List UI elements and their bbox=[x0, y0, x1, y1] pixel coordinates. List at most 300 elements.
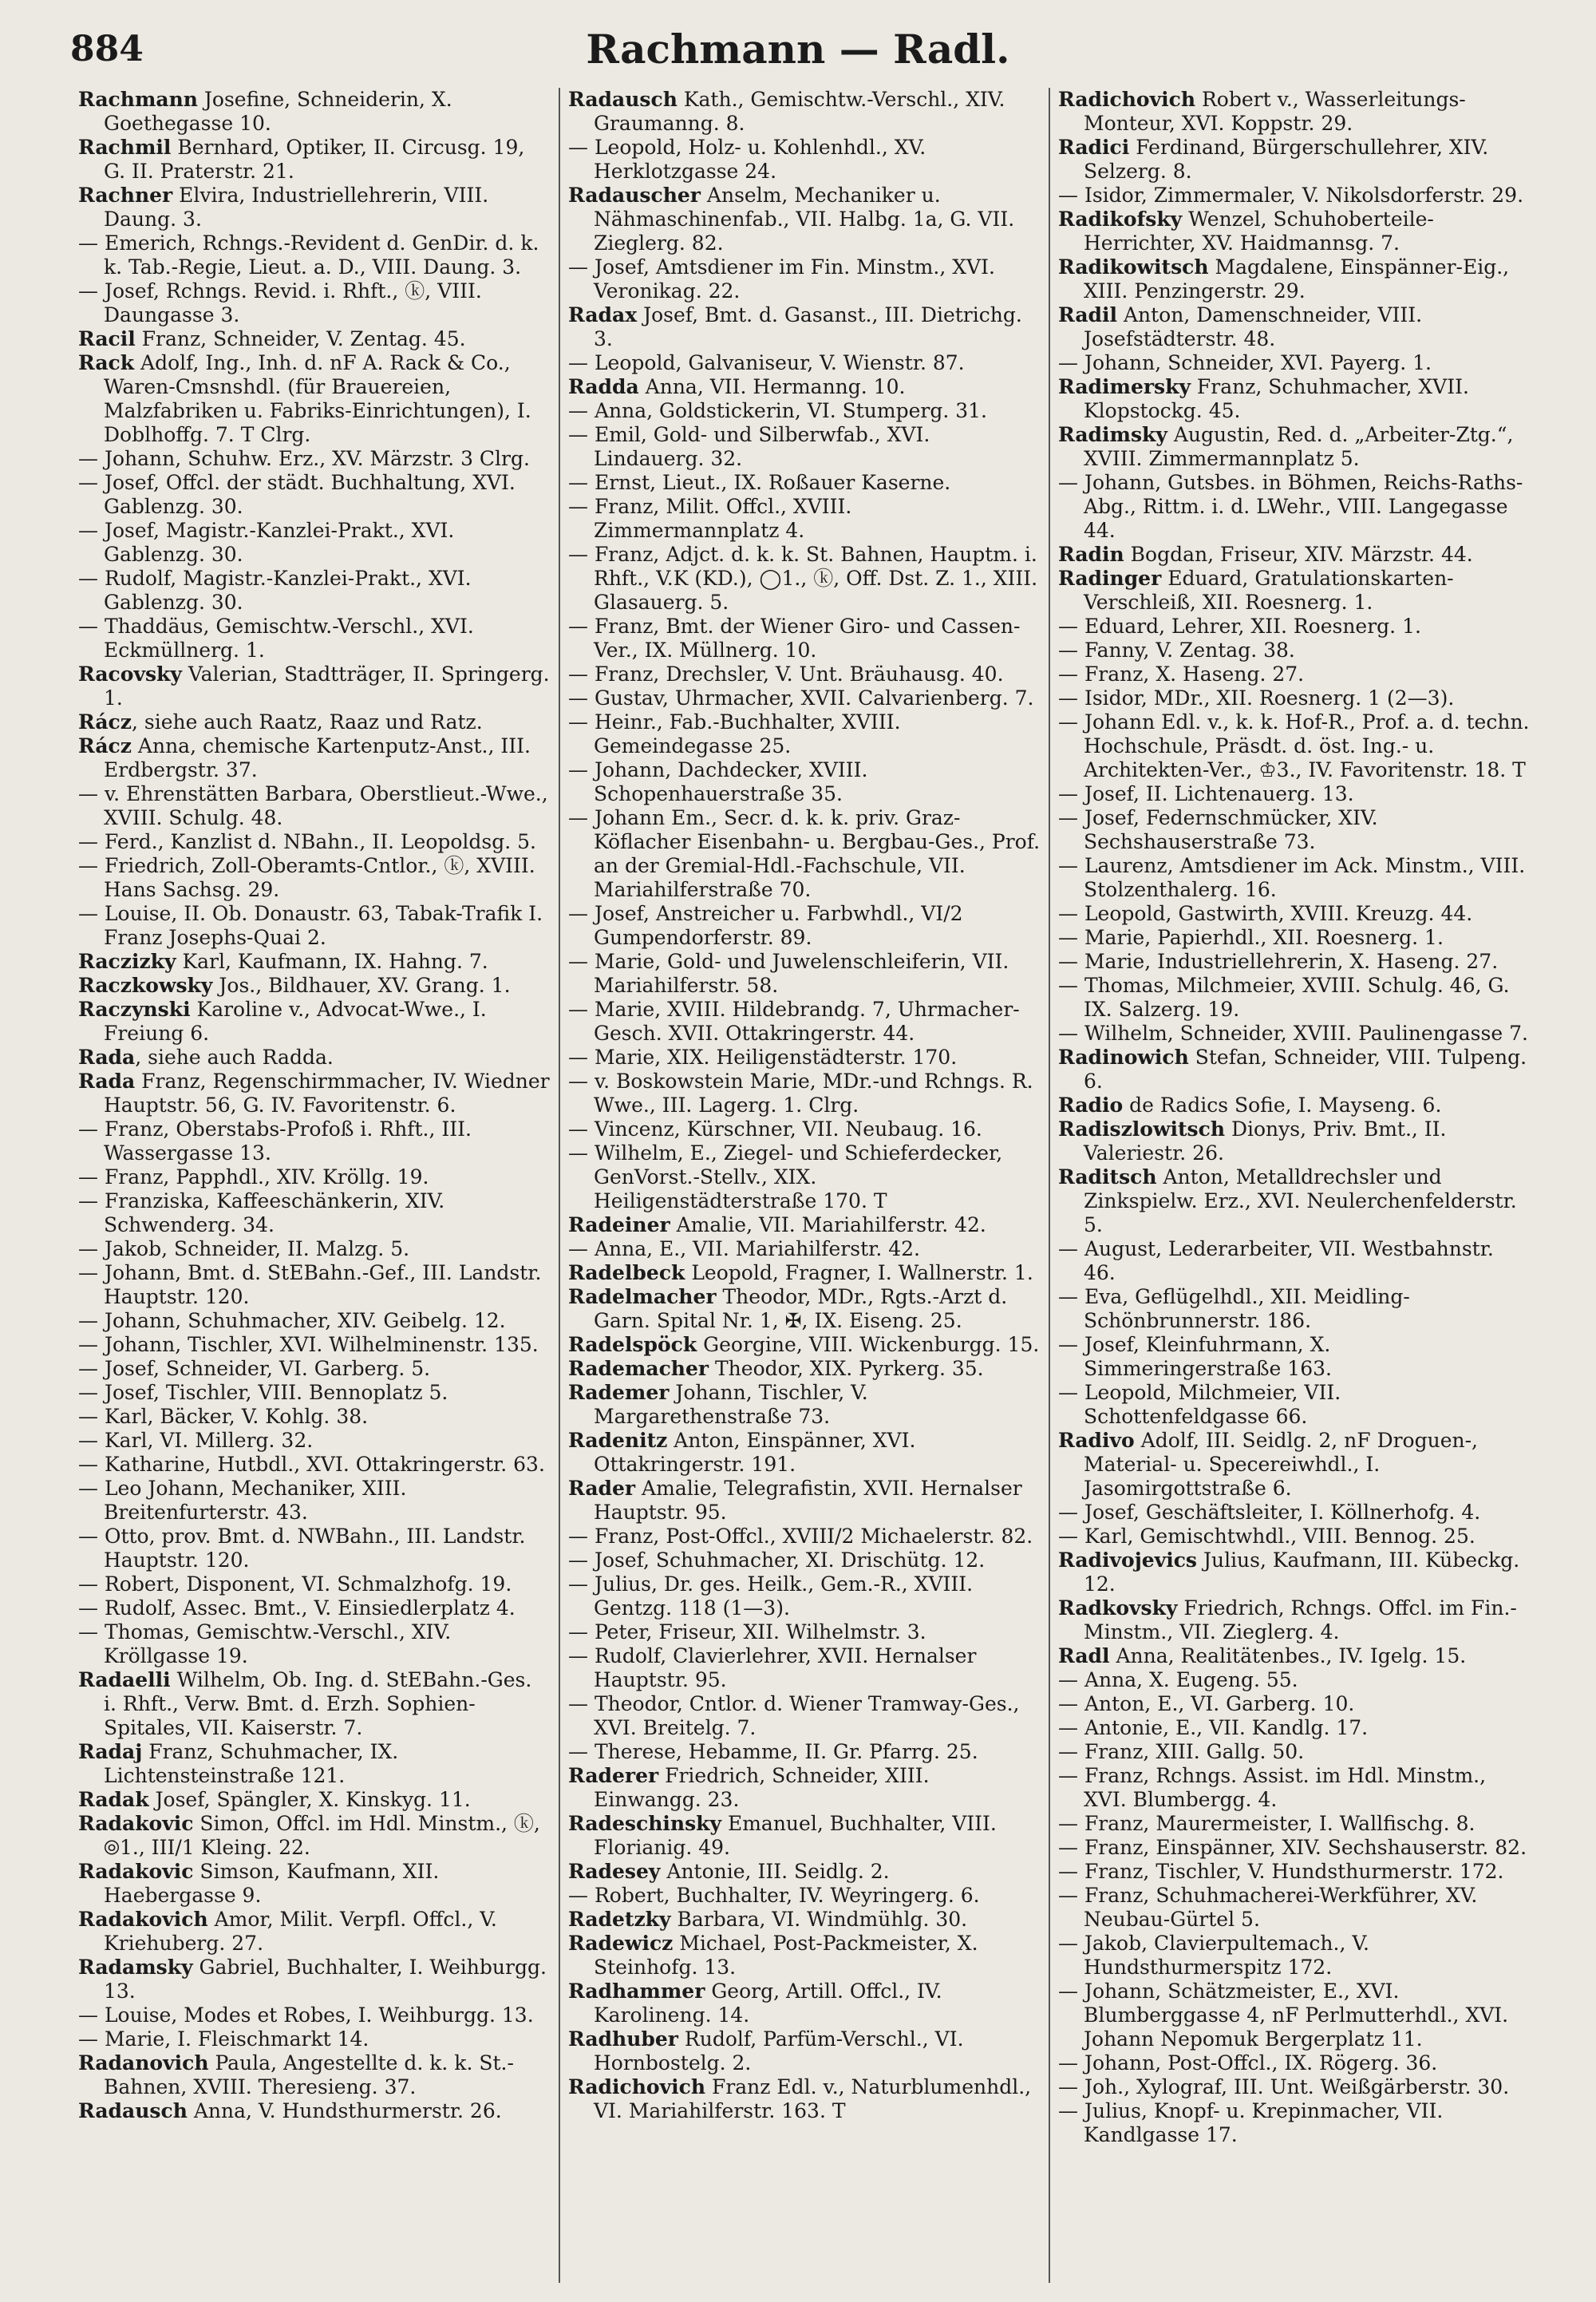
entry-details: — Marie, Papierhdl., XII. Roesnerg. 1. bbox=[1058, 926, 1444, 949]
directory-entry bbox=[1058, 351, 1531, 375]
directory-entry bbox=[568, 1381, 1041, 1429]
directory-entry bbox=[1058, 1860, 1531, 1884]
entry-details: — Josef, II. Lichtenauerg. 13. bbox=[1058, 782, 1354, 805]
directory-entry bbox=[1058, 1932, 1531, 1980]
directory-entry bbox=[1058, 639, 1531, 663]
directory-entry bbox=[78, 998, 551, 1046]
entry-details: — August, Lederarbeiter, VII. Westbahnstr. 46. bbox=[1058, 1237, 1494, 1284]
entry-details: — Emerich, Rchngs.-Revident d. GenDir. d. k. k. Tab.-Regie, Lieut. a. D., VIII. Daung. 3. bbox=[78, 231, 539, 279]
entry-details: Franz, Schuhmacher, IX. Lichtensteinstraße 121. bbox=[104, 1740, 399, 1787]
entry-surname: Radimsky bbox=[1058, 423, 1167, 446]
entry-details: — Friedrich, Zoll-Oberamts-Cntlor., ⓚ, XVIII. Hans Sachsg. 29. bbox=[78, 854, 535, 901]
entry-details: — Thomas, Gemischtw.-Verschl., XIV. Kröllgasse 19. bbox=[78, 1620, 452, 1667]
entry-details: Wilhelm, Ob. Ing. d. StEBahn.-Ges. i. Rhft., Verw. Bmt. d. Erzh. Sophien-Spitales, VII. Kaiserstr. 7. bbox=[104, 1668, 532, 1739]
entry-surname: Radichovich bbox=[568, 2075, 706, 2098]
entry-surname: Radakovic bbox=[78, 1860, 194, 1883]
entry-surname: Radichovich bbox=[1058, 88, 1196, 111]
directory-entry bbox=[1058, 567, 1531, 615]
entry-surname: Radil bbox=[1058, 303, 1118, 326]
directory-entry bbox=[1058, 1094, 1531, 1117]
directory-entry bbox=[78, 1788, 551, 1812]
directory-entry bbox=[78, 1525, 551, 1572]
directory-entry bbox=[78, 1453, 551, 1477]
entry-details: Dionys, Priv. Bmt., II. Valeriestr. 26. bbox=[1084, 1117, 1447, 1165]
directory-entry bbox=[568, 1525, 1041, 1549]
directory-entry bbox=[78, 1261, 551, 1309]
entry-details: — Josef, Federnschmücker, XIV. Sechshauserstraße 73. bbox=[1058, 806, 1378, 853]
directory-entry bbox=[568, 1572, 1041, 1620]
entry-details: — Franz, Maurermeister, I. Wallfischg. 8. bbox=[1058, 1812, 1476, 1835]
entry-details: Theodor, XIX. Pyrkerg. 35. bbox=[709, 1357, 984, 1380]
directory-entry bbox=[78, 1860, 551, 1908]
directory-entry bbox=[1058, 854, 1531, 902]
entry-details: — Josef, Anstreicher u. Farbwhdl., VI/2 Gumpendorferstr. 89. bbox=[568, 902, 963, 949]
entry-details: Anton, Damenschneider, VIII. Josefstädterstr. 48. bbox=[1084, 303, 1423, 350]
directory-entry bbox=[78, 615, 551, 663]
entry-details: — Anna, X. Eugeng. 55. bbox=[1058, 1668, 1298, 1691]
directory-entry bbox=[568, 1046, 1041, 1070]
directory-entry bbox=[1058, 950, 1531, 974]
entry-details: Kath., Gemischtw.-Verschl., XIV. Graumanng. 8. bbox=[594, 88, 1005, 135]
directory-entry bbox=[78, 1237, 551, 1261]
entry-details: — v. Boskowstein Marie, MDr.-und Rchngs. R. Wwe., III. Lagerg. 1. Clrg. bbox=[568, 1070, 1033, 1117]
directory-entry bbox=[78, 974, 551, 998]
directory-entry bbox=[568, 1429, 1041, 1477]
directory-entry bbox=[78, 1956, 551, 2003]
entry-details: Josef, Spängler, X. Kinskyg. 11. bbox=[148, 1788, 471, 1811]
directory-entry bbox=[1058, 806, 1531, 854]
directory-entry bbox=[568, 1141, 1041, 1213]
directory-entry bbox=[1058, 1740, 1531, 1764]
directory-entry bbox=[1058, 1812, 1531, 1836]
entry-surname: Rachmil bbox=[78, 136, 172, 159]
entry-details: — Franz, Oberstabs-Profoß i. Rhft., III. Wassergasse 13. bbox=[78, 1117, 472, 1165]
entry-details: Leopold, Fragner, I. Wallnerstr. 1. bbox=[685, 1261, 1033, 1284]
entry-details: de Radics Sofie, I. Mayseng. 6. bbox=[1123, 1094, 1442, 1117]
entry-details: — Franz, Tischler, V. Hundsthurmerstr. 172. bbox=[1058, 1860, 1504, 1883]
entry-details: — Rudolf, Clavierlehrer, XVII. Hernalser Hauptstr. 95. bbox=[568, 1644, 977, 1691]
entry-details: Julius, Kaufmann, III. Kübeckg. 12. bbox=[1084, 1549, 1520, 1596]
entry-surname: Raczkowsky bbox=[78, 974, 213, 997]
entry-details: Amalie, Telegrafistin, XVII. Hernalser Hauptstr. 95. bbox=[594, 1477, 1022, 1524]
directory-entry bbox=[1058, 136, 1531, 184]
entry-details: — Otto, prov. Bmt. d. NWBahn., III. Landstr. Hauptstr. 120. bbox=[78, 1525, 526, 1572]
directory-entry bbox=[568, 1117, 1041, 1141]
directory-entry bbox=[78, 327, 551, 351]
directory-entry bbox=[78, 567, 551, 615]
directory-entry bbox=[78, 1429, 551, 1453]
entry-surname: Radauscher bbox=[568, 184, 701, 207]
directory-entry bbox=[1058, 2099, 1531, 2147]
directory-entry bbox=[1058, 710, 1531, 782]
directory-entry bbox=[568, 1644, 1041, 1692]
directory-entry bbox=[568, 950, 1041, 998]
entry-details: — Jakob, Schneider, II. Malzg. 5. bbox=[78, 1237, 410, 1260]
directory-entry bbox=[78, 471, 551, 519]
directory-entry bbox=[1058, 1022, 1531, 1046]
directory-columns bbox=[70, 88, 1539, 2283]
directory-entry bbox=[78, 88, 551, 136]
entry-details: Anna, Realitätenbes., IV. Igelg. 15. bbox=[1109, 1644, 1467, 1667]
entry-surname: Radaj bbox=[78, 1740, 143, 1763]
directory-entry bbox=[1058, 1716, 1531, 1740]
entry-surname: Radkovsky bbox=[1058, 1596, 1178, 1620]
entry-details: — Franziska, Kaffeeschänkerin, XIV. Schwenderg. 34. bbox=[78, 1189, 445, 1236]
entry-details: — Ernst, Lieut., IX. Roßauer Kaserne. bbox=[568, 471, 951, 494]
entry-details: — Franz, Drechsler, V. Unt. Bräuhausg. 40. bbox=[568, 663, 1004, 686]
entry-details: , siehe auch Raatz, Raaz und Ratz. bbox=[131, 710, 483, 734]
entry-details: , siehe auch Radda. bbox=[135, 1046, 334, 1069]
entry-details: Georgine, VIII. Wickenburgg. 15. bbox=[697, 1333, 1040, 1356]
entry-surname: Radelspöck bbox=[568, 1333, 697, 1356]
entry-surname: Rácz bbox=[78, 710, 132, 734]
entry-surname: Radamsky bbox=[78, 1956, 193, 1979]
entry-details: — v. Ehrenstätten Barbara, Oberstlieut.-Wwe., XVIII. Schulg. 48. bbox=[78, 782, 548, 829]
directory-entry bbox=[78, 2051, 551, 2099]
directory-entry bbox=[1058, 1668, 1531, 1692]
entry-details: Franz, Schuhmacher, XVII. Klopstockg. 45. bbox=[1084, 375, 1469, 422]
directory-entry bbox=[568, 1549, 1041, 1572]
entry-details: — Isidor, MDr., XII. Roesnerg. 1 (2—3). bbox=[1058, 686, 1455, 710]
directory-entry bbox=[568, 1692, 1041, 1740]
entry-details: — Karl, Gemischtwhdl., VIII. Bennog. 25. bbox=[1058, 1525, 1476, 1548]
directory-entry bbox=[568, 806, 1041, 902]
entry-surname: Rada bbox=[78, 1070, 136, 1093]
directory-entry bbox=[78, 1668, 551, 1740]
entry-details: Franz, Regenschirmmacher, IV. Wiedner Hauptstr. 56, G. IV. Favoritenstr. 6. bbox=[104, 1070, 550, 1117]
entry-details: — Franz, Milit. Offcl., XVIII. Zimmermannplatz 4. bbox=[568, 495, 852, 542]
directory-entry bbox=[1058, 1549, 1531, 1596]
entry-surname: Radax bbox=[568, 303, 638, 326]
directory-entry bbox=[1058, 2075, 1531, 2099]
entry-details: — Marie, Gold- und Juwelenschleiferin, VII. Mariahilferstr. 58. bbox=[568, 950, 1009, 997]
entry-details: Karl, Kaufmann, IX. Hahng. 7. bbox=[176, 950, 488, 973]
directory-entry bbox=[1058, 184, 1531, 208]
directory-entry bbox=[78, 782, 551, 830]
directory-entry bbox=[1058, 663, 1531, 686]
entry-details: Antonie, III. Seidlg. 2. bbox=[660, 1860, 890, 1883]
directory-entry bbox=[568, 1764, 1041, 1812]
entry-details: Josefine, Schneiderin, X. Goethegasse 10. bbox=[104, 88, 452, 135]
entry-details: — Louise, Modes et Robes, I. Weihburgg. 13. bbox=[78, 2003, 534, 2027]
directory-entry bbox=[568, 615, 1041, 663]
entry-details: Franz, Schneider, V. Zentag. 45. bbox=[135, 327, 466, 350]
entry-surname: Raczynski bbox=[78, 998, 191, 1021]
entry-details: Barbara, VI. Windmühlg. 30. bbox=[670, 1908, 968, 1931]
directory-entry bbox=[568, 184, 1041, 255]
directory-entry bbox=[568, 423, 1041, 471]
entry-details: Josef, Bmt. d. Gasanst., III. Dietrichg. 3. bbox=[594, 303, 1022, 350]
entry-details: — Wilhelm, Schneider, XVIII. Paulinengasse 7. bbox=[1058, 1022, 1528, 1045]
entry-surname: Radausch bbox=[568, 88, 678, 111]
directory-entry bbox=[568, 1237, 1041, 1261]
directory-entry bbox=[568, 1980, 1041, 2027]
entry-details: — Jakob, Clavierpultemach., V. Hundsthurmerspitz 172. bbox=[1058, 1932, 1369, 1979]
entry-surname: Raczizky bbox=[78, 950, 176, 973]
directory-entry bbox=[1058, 375, 1531, 423]
entry-surname: Racil bbox=[78, 327, 136, 350]
entry-details: — Franz, Adjct. d. k. k. St. Bahnen, Hauptm. i. Rhft., V.K (KD.), ◯1., ⓚ, Off. Dst. Z. 1., XIII. Glasauerg. 5. bbox=[568, 543, 1038, 614]
directory-entry bbox=[568, 1860, 1041, 1884]
entry-surname: Rada bbox=[78, 1046, 136, 1069]
entry-details: — Julius, Dr. ges. Heilk., Gem.-R., XVIII. Gentzg. 118 (1—3). bbox=[568, 1572, 974, 1620]
directory-entry bbox=[1058, 926, 1531, 950]
entry-details: — Laurenz, Amtsdiener im Ack. Minstm., VIII. Stolzenthalerg. 16. bbox=[1058, 854, 1526, 901]
directory-entry bbox=[78, 1812, 551, 1860]
directory-entry bbox=[78, 1357, 551, 1381]
entry-details: — Julius, Knopf- u. Krepinmacher, VII. Kandlgasse 17. bbox=[1058, 2099, 1444, 2146]
entry-surname: Rader bbox=[568, 1477, 636, 1500]
directory-entry bbox=[568, 255, 1041, 303]
directory-entry bbox=[78, 734, 551, 782]
directory-entry bbox=[1058, 423, 1531, 471]
entry-details: Friedrich, Rchngs. Offcl. im Fin.-Minstm., VII. Zieglerg. 4. bbox=[1084, 1596, 1517, 1643]
directory-entry bbox=[1058, 1884, 1531, 1932]
directory-entry bbox=[1058, 686, 1531, 710]
entry-surname: Radewicz bbox=[568, 1932, 674, 1955]
directory-entry bbox=[78, 351, 551, 447]
directory-entry bbox=[78, 1405, 551, 1429]
directory-entry bbox=[568, 1812, 1041, 1860]
directory-entry bbox=[1058, 1525, 1531, 1549]
entry-details: — Johann, Dachdecker, XVIII. Schopenhauerstraße 35. bbox=[568, 758, 868, 805]
entry-details: — Karl, Bäcker, V. Kohlg. 38. bbox=[78, 1405, 369, 1428]
entry-details: — Thomas, Milchmeier, XVIII. Schulg. 46, G. IX. Salzerg. 19. bbox=[1058, 974, 1510, 1021]
directory-entry bbox=[568, 663, 1041, 686]
entry-details: — Louise, II. Ob. Donaustr. 63, Tabak-Trafik I. Franz Josephs-Quai 2. bbox=[78, 902, 543, 949]
directory-entry bbox=[1058, 1596, 1531, 1644]
directory-entry bbox=[1058, 1117, 1531, 1165]
directory-entry bbox=[78, 1189, 551, 1237]
entry-surname: Radelbeck bbox=[568, 1261, 685, 1284]
entry-details: — Eva, Geflügelhdl., XII. Meidling-Schönbrunnerstr. 186. bbox=[1058, 1285, 1410, 1332]
entry-details: Rudolf, Parfüm-Verschl., VI. Hornbostelg. 2. bbox=[594, 2027, 964, 2075]
entry-details: — Heinr., Fab.-Buchhalter, XVIII. Gemeindegasse 25. bbox=[568, 710, 901, 757]
entry-details: — Leopold, Gastwirth, XVIII. Kreuzg. 44. bbox=[1058, 902, 1473, 925]
entry-details: — Fanny, V. Zentag. 38. bbox=[1058, 639, 1295, 662]
directory-entry bbox=[1058, 88, 1531, 136]
entry-surname: Radelmacher bbox=[568, 1285, 717, 1308]
entry-details: Simson, Kaufmann, XII. Haebergasse 9. bbox=[104, 1860, 440, 1907]
entry-details: — Thaddäus, Gemischtw.-Verschl., XVI. Eckmüllnerg. 1. bbox=[78, 615, 474, 662]
entry-surname: Rademer bbox=[568, 1381, 670, 1404]
directory-entry bbox=[568, 758, 1041, 806]
directory-entry bbox=[568, 543, 1041, 615]
entry-surname: Radesey bbox=[568, 1860, 661, 1883]
directory-entry bbox=[1058, 782, 1531, 806]
entry-details: — Joh., Xylograf, III. Unt. Weißgärberstr. 30. bbox=[1058, 2075, 1510, 2098]
entry-details: — Vincenz, Kürschner, VII. Neubaug. 16. bbox=[568, 1117, 982, 1141]
entry-surname: Radakovich bbox=[78, 1908, 208, 1931]
directory-entry bbox=[78, 1596, 551, 1620]
entry-details: — Franz, XIII. Gallg. 50. bbox=[1058, 1740, 1305, 1763]
entry-details: Michael, Post-Packmeister, X. Steinhofg. 13. bbox=[594, 1932, 978, 1979]
entry-surname: Radivo bbox=[1058, 1429, 1135, 1452]
entry-details: Friedrich, Schneider, XIII. Einwangg. 23. bbox=[594, 1764, 930, 1811]
entry-surname: Radiszlowitsch bbox=[1058, 1117, 1226, 1141]
entry-details: Theodor, MDr., Rgts.-Arzt d. Garn. Spital Nr. 1, ✠, IX. Eiseng. 25. bbox=[594, 1285, 1008, 1332]
entry-details: — Karl, VI. Millerg. 32. bbox=[78, 1429, 314, 1452]
directory-entry bbox=[568, 88, 1041, 136]
entry-details: — Josef, Amtsdiener im Fin. Minstm., XVI. Veronikag. 22. bbox=[568, 255, 995, 303]
entry-surname: Radio bbox=[1058, 1094, 1124, 1117]
directory-entry bbox=[568, 1213, 1041, 1237]
directory-entry bbox=[1058, 902, 1531, 926]
directory-entry bbox=[568, 471, 1041, 495]
entry-surname: Rácz bbox=[78, 734, 132, 757]
entry-details: — Josef, Offcl. der städt. Buchhaltung, XVI. Gablenzg. 30. bbox=[78, 471, 516, 518]
entry-details: — Ferd., Kanzlist d. NBahn., II. Leopoldsg. 5. bbox=[78, 830, 536, 853]
entry-details: — Theodor, Cntlor. d. Wiener Tramway-Ges., XVI. Breitelg. 7. bbox=[568, 1692, 1020, 1739]
entry-details: — Antonie, E., VII. Kandlg. 17. bbox=[1058, 1716, 1369, 1739]
entry-details: — Franz, Bmt. der Wiener Giro- und Cassen-Ver., IX. Müllnerg. 10. bbox=[568, 615, 1021, 662]
entry-surname: Raderer bbox=[568, 1764, 659, 1787]
entry-surname: Radin bbox=[1058, 543, 1124, 566]
directory-entry bbox=[568, 1357, 1041, 1381]
directory-entry bbox=[1058, 1764, 1531, 1812]
directory-entry bbox=[568, 1477, 1041, 1525]
directory-entry bbox=[78, 854, 551, 902]
directory-entry bbox=[568, 710, 1041, 758]
entry-details: Eduard, Gratulationskarten-Verschleiß, XII. Roesnerg. 1. bbox=[1084, 567, 1454, 614]
directory-entry bbox=[78, 950, 551, 974]
entry-details: — Anna, E., VII. Mariahilferstr. 42. bbox=[568, 1237, 920, 1260]
directory-entry bbox=[568, 1285, 1041, 1333]
entry-details: — Josef, Schneider, VI. Garberg. 5. bbox=[78, 1357, 431, 1380]
entry-details: — Anton, E., VI. Garberg. 10. bbox=[1058, 1692, 1355, 1715]
directory-entry bbox=[568, 1908, 1041, 1932]
entry-surname: Radeiner bbox=[568, 1213, 670, 1236]
directory-entry bbox=[1058, 543, 1531, 567]
entry-details: — Franz, Einspänner, XIV. Sechshauserstr. 82. bbox=[1058, 1836, 1527, 1859]
entry-details: — Peter, Friseur, XII. Wilhelmstr. 3. bbox=[568, 1620, 926, 1643]
entry-details: Jos., Bildhauer, XV. Grang. 1. bbox=[212, 974, 511, 997]
directory-entry bbox=[1058, 1980, 1531, 2051]
directory-entry bbox=[1058, 1644, 1531, 1668]
entry-details: — Josef, Tischler, VIII. Bennoplatz 5. bbox=[78, 1381, 448, 1404]
directory-entry bbox=[1058, 1285, 1531, 1333]
entry-details: — Gustav, Uhrmacher, XVII. Calvarienberg. 7. bbox=[568, 686, 1034, 710]
entry-details: Anna, chemische Kartenputz-Anst., III. Erdbergstr. 37. bbox=[104, 734, 531, 781]
entry-details: Emanuel, Buchhalter, VIII. Florianig. 49. bbox=[594, 1812, 997, 1859]
entry-details: Stefan, Schneider, VIII. Tulpeng. 6. bbox=[1084, 1046, 1527, 1093]
directory-entry bbox=[568, 495, 1041, 543]
directory-entry bbox=[78, 1908, 551, 1956]
entry-surname: Radikowitsch bbox=[1058, 255, 1209, 279]
directory-entry bbox=[1058, 255, 1531, 303]
page-header bbox=[70, 22, 1526, 86]
entry-details: — Johann Em., Secr. d. k. k. priv. Graz-Köflacher Eisenbahn- u. Bergbau-Ges., Prof. an der Gremial-Hdl.-Fachschule, VII. Mariahilferstraße 70. bbox=[568, 806, 1041, 901]
directory-entry bbox=[568, 1261, 1041, 1285]
directory-entry bbox=[78, 1477, 551, 1525]
directory-entry bbox=[1058, 1237, 1531, 1285]
entry-details: Anton, Metalldrechsler und Zinkspielw. Erz., XVI. Neulerchenfelderstr. 5. bbox=[1084, 1165, 1517, 1236]
entry-details: — Leopold, Holz- u. Kohlenhdl., XV. Herklotzgasse 24. bbox=[568, 136, 926, 183]
entry-details: Anna, VII. Hermanng. 10. bbox=[638, 375, 906, 398]
entry-surname: Radivojevics bbox=[1058, 1549, 1197, 1572]
entry-surname: Radakovic bbox=[78, 1812, 194, 1835]
entry-details: — Josef, Schuhmacher, XI. Drischütg. 12. bbox=[568, 1549, 986, 1572]
directory-entry bbox=[78, 710, 551, 734]
directory-entry bbox=[78, 1070, 551, 1117]
directory-entry bbox=[568, 375, 1041, 399]
entry-details: — Robert, Buchhalter, IV. Weyringerg. 6. bbox=[568, 1884, 980, 1907]
entry-details: — Johann Edl. v., k. k. Hof-R., Prof. a. d. techn. Hochschule, Präsdt. d. öst. Ing.- u. Architekten-Ver., ♔3., IV. Favoritenstr. 18. T bbox=[1058, 710, 1530, 781]
directory-entry bbox=[568, 303, 1041, 351]
entry-details: — Marie, XIX. Heiligenstädterstr. 170. bbox=[568, 1046, 958, 1069]
directory-entry bbox=[78, 1381, 551, 1405]
entry-surname: Radeschinsky bbox=[568, 1812, 722, 1835]
entry-details: Georg, Artill. Offcl., IV. Karolineng. 14. bbox=[594, 1980, 942, 2027]
directory-entry bbox=[78, 1309, 551, 1333]
entry-surname: Rachner bbox=[78, 184, 173, 207]
entry-details: — Josef, Magistr.-Kanzlei-Prakt., XVI. Gablenzg. 30. bbox=[78, 519, 455, 566]
directory-entry bbox=[568, 351, 1041, 375]
entry-details: — Emil, Gold- und Silberwfab., XVI. Lindauerg. 32. bbox=[568, 423, 930, 470]
entry-details: Amor, Milit. Verpfl. Offcl., V. Kriehuberg. 27. bbox=[104, 1908, 497, 1955]
entry-details: Anselm, Mechaniker u. Nähmaschinenfab., VII. Halbg. 1a, G. VII. Zieglerg. 82. bbox=[594, 184, 1015, 255]
entry-details: — Johann, Post-Offcl., IX. Rögerg. 36. bbox=[1058, 2051, 1438, 2075]
entry-surname: Radl bbox=[1058, 1644, 1110, 1667]
entry-details: — Franz, X. Haseng. 27. bbox=[1058, 663, 1305, 686]
entry-details: Karoline v., Advocat-Wwe., I. Freiung 6. bbox=[104, 998, 487, 1045]
directory-entry bbox=[568, 902, 1041, 950]
directory-entry bbox=[78, 1740, 551, 1788]
directory-entry bbox=[568, 136, 1041, 184]
entry-details: Adolf, III. Seidlg. 2, nF Droguen-, Material- u. Specereiwhdl., I. Jasomirgottstraße 6. bbox=[1084, 1429, 1479, 1500]
entry-details: Magdalene, Einspänner-Eig., XIII. Penzingerstr. 29. bbox=[1084, 255, 1510, 303]
directory-entry bbox=[78, 519, 551, 567]
entry-details: — Rudolf, Magistr.-Kanzlei-Prakt., XVI. Gablenzg. 30. bbox=[78, 567, 472, 614]
directory-entry bbox=[568, 2027, 1041, 2075]
directory-entry bbox=[78, 1572, 551, 1596]
entry-details: — Leo Johann, Mechaniker, XIII. Breitenfurterstr. 43. bbox=[78, 1477, 407, 1524]
entry-details: — Johann, Schneider, XVI. Payerg. 1. bbox=[1058, 351, 1432, 374]
directory-entry bbox=[568, 1884, 1041, 1908]
entry-details: — Leopold, Galvaniseur, V. Wienstr. 87. bbox=[568, 351, 965, 374]
entry-details: Ferdinand, Bürgerschullehrer, XIV. Selzerg. 8. bbox=[1084, 136, 1489, 183]
entry-surname: Radetzky bbox=[568, 1908, 671, 1931]
column-3 bbox=[1049, 88, 1539, 2283]
entry-details: — Josef, Geschäftsleiter, I. Köllnerhofg. 4. bbox=[1058, 1501, 1481, 1524]
entry-details: Paula, Angestellte d. k. k. St.-Bahnen, XVIII. Theresieng. 37. bbox=[104, 2051, 514, 2098]
entry-surname: Rachmann bbox=[78, 88, 198, 111]
directory-entry bbox=[568, 1070, 1041, 1117]
entry-details: — Katharine, Hutbdl., XVI. Ottakringerstr. 63. bbox=[78, 1453, 545, 1476]
directory-entry bbox=[78, 231, 551, 279]
entry-surname: Racovsky bbox=[78, 663, 182, 686]
directory-entry bbox=[1058, 1165, 1531, 1237]
entry-surname: Rack bbox=[78, 351, 135, 374]
entry-surname: Radinger bbox=[1058, 567, 1162, 590]
entry-details: — Franz, Post-Offcl., XVIII/2 Michaelerstr. 82. bbox=[568, 1525, 1033, 1548]
entry-details: Adolf, Ing., Inh. d. nF A. Rack & Co., Waren-Cmsnshdl. (für Brauereien, Malzfabriken u. Fabriks-Einrichtungen), I. Doblhoffg. 7. T Clrg. bbox=[104, 351, 531, 446]
directory-entry bbox=[78, 1165, 551, 1189]
entry-details: — Isidor, Zimmermaler, V. Nikolsdorferstr. 29. bbox=[1058, 184, 1524, 207]
entry-details: — Johann, Tischler, XVI. Wilhelminenstr. 135. bbox=[78, 1333, 539, 1356]
directory-entry bbox=[568, 1333, 1041, 1357]
entry-details: Bernhard, Optiker, II. Circusg. 19, G. II. Praterstr. 21. bbox=[104, 136, 525, 183]
entry-surname: Radausch bbox=[78, 2099, 188, 2122]
directory-entry bbox=[78, 2027, 551, 2051]
entry-details: Gabriel, Buchhalter, I. Weihburgg. 13. bbox=[104, 1956, 547, 2003]
entry-details: — Franz, Schuhmacherei-Werkführer, XV. Neubau-Gürtel 5. bbox=[1058, 1884, 1478, 1931]
directory-entry bbox=[1058, 1333, 1531, 1381]
entry-details: — Johann, Schätzmeister, E., XVI. Blumberggasse 4, nF Perlmutterhdl., XVI. Johann Nepomuk Bergerplatz 11. bbox=[1058, 1980, 1509, 2051]
directory-entry bbox=[1058, 1046, 1531, 1094]
directory-entry bbox=[1058, 1501, 1531, 1525]
directory-entry bbox=[1058, 1836, 1531, 1860]
